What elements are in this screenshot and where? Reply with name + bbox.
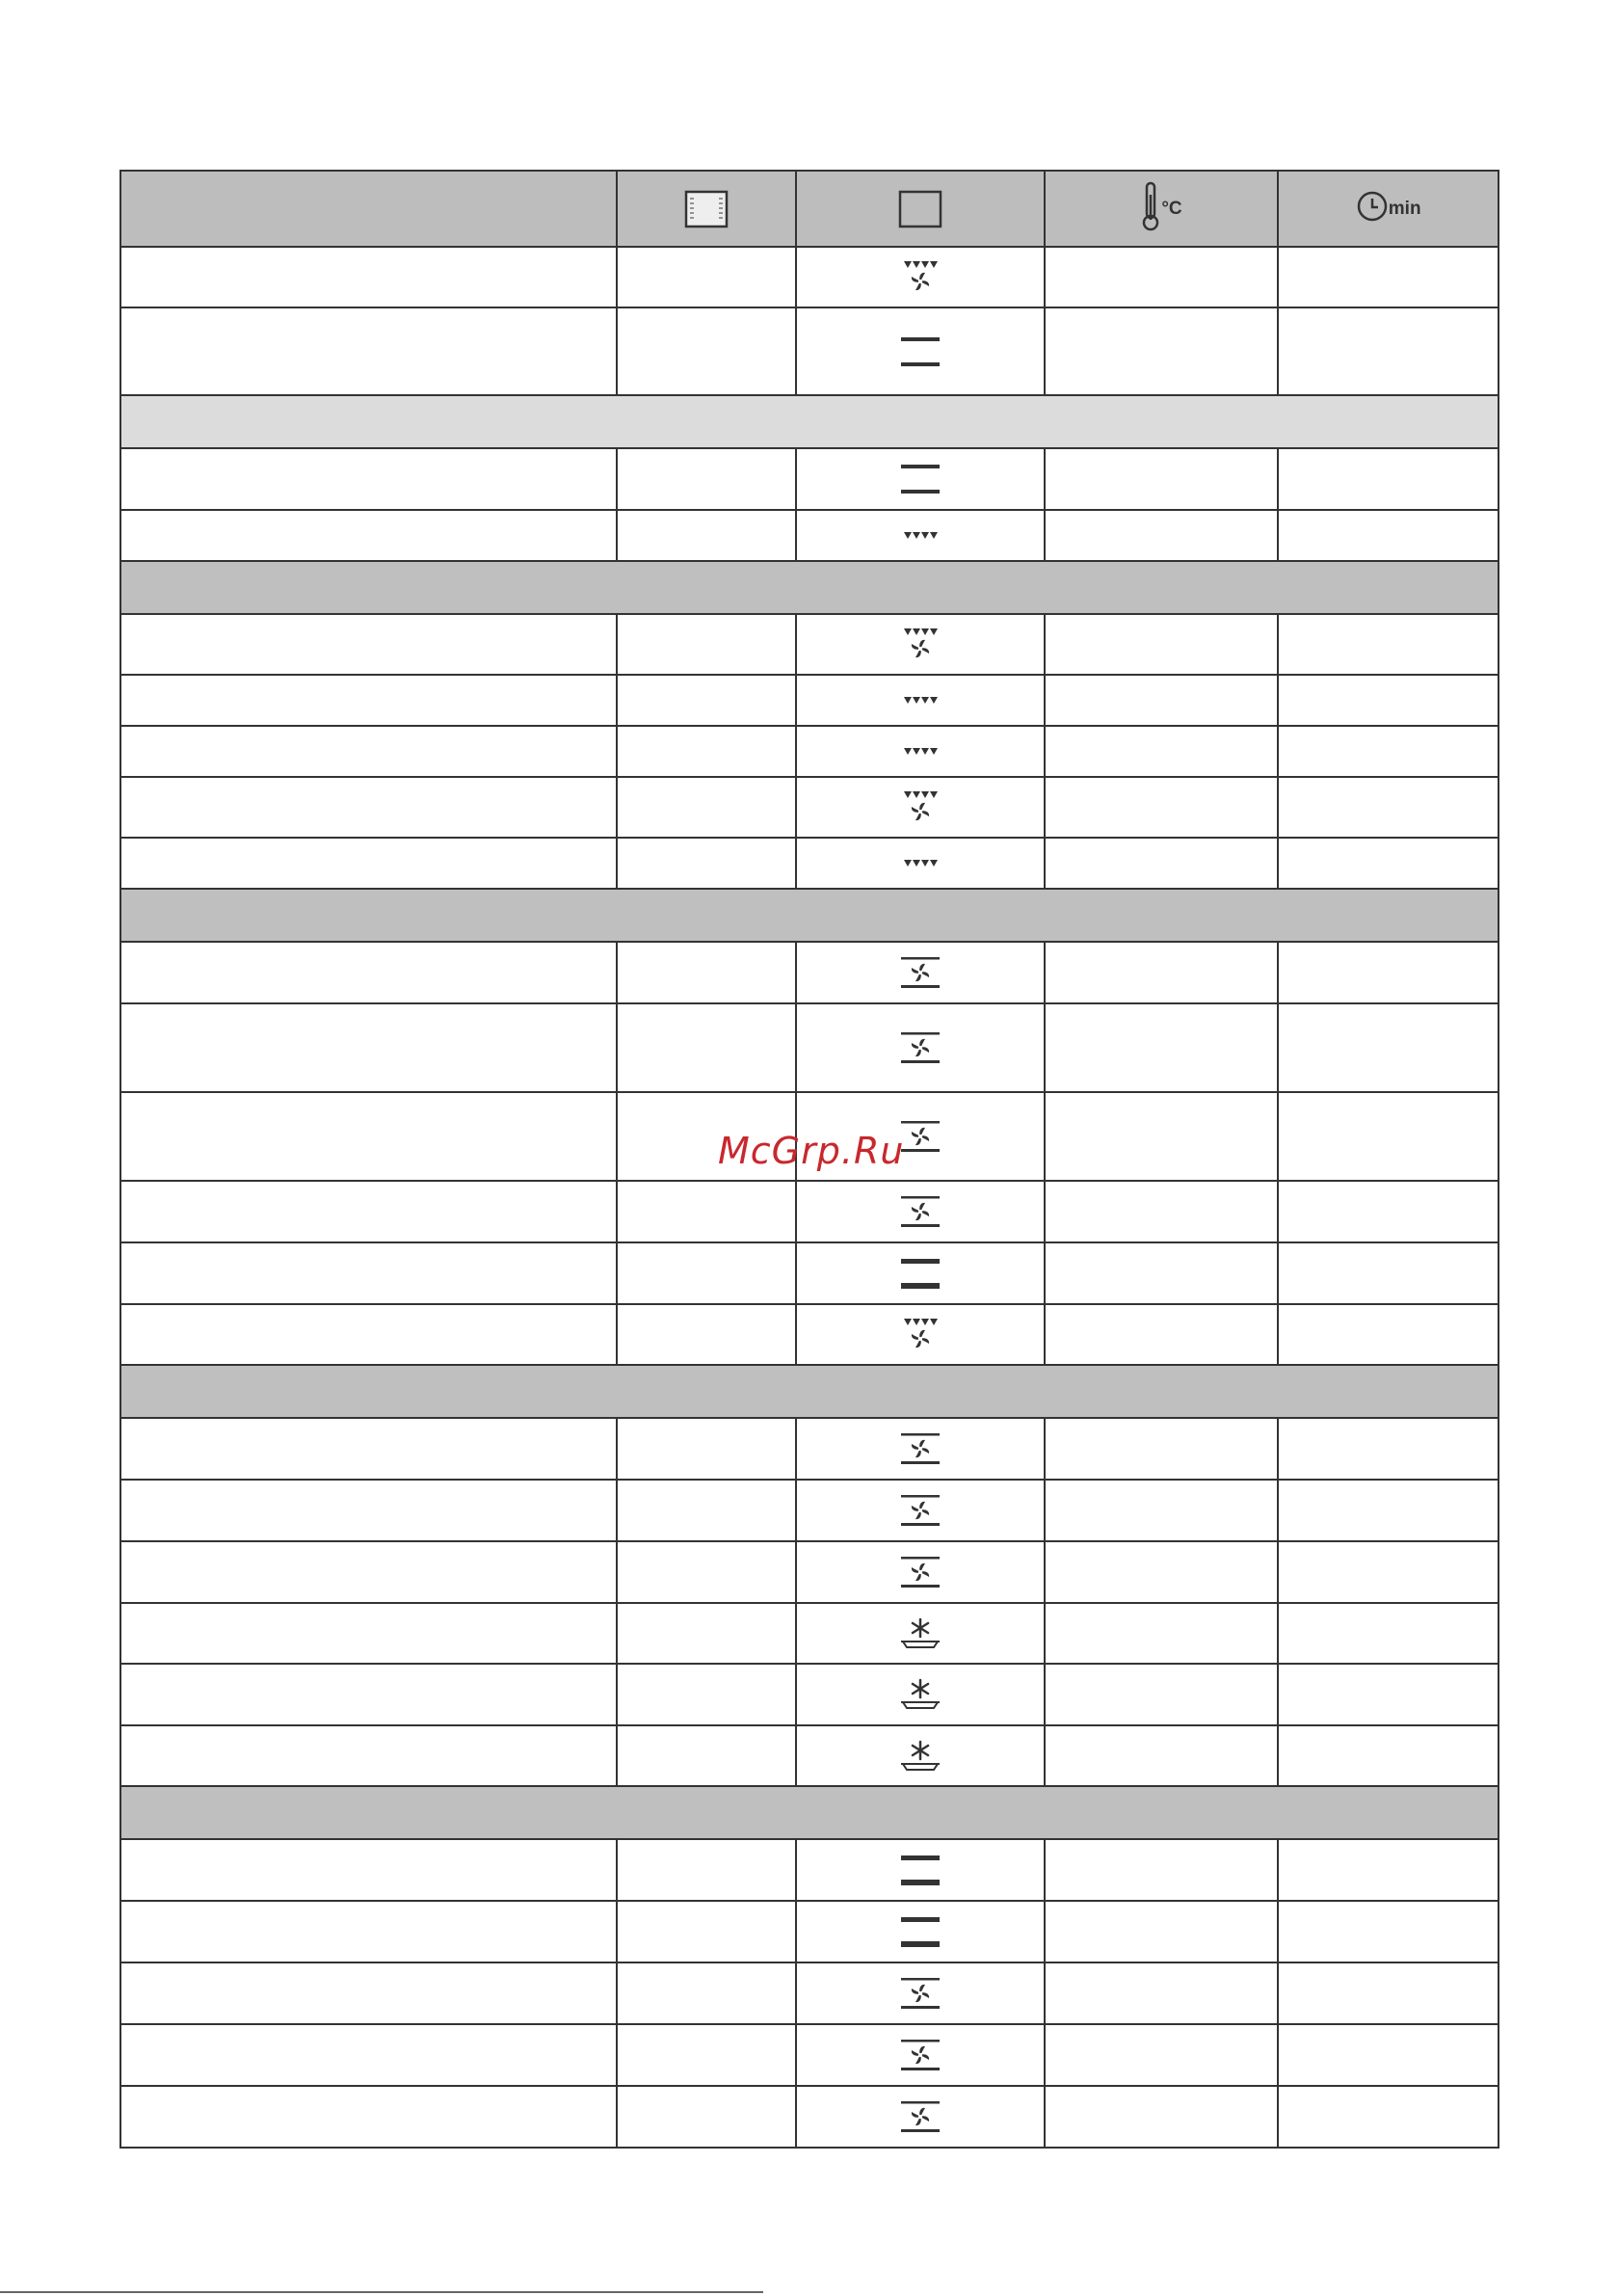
time-cell: [1279, 676, 1499, 725]
fan-with-bottom-heat-icon: [897, 258, 943, 297]
table-row: [121, 2087, 1499, 2149]
dish-cell: [121, 1481, 618, 1540]
time-cell: [1279, 778, 1499, 837]
shelf-level-cell: [618, 1243, 797, 1303]
time-cell: [1279, 308, 1499, 394]
table-row: [121, 615, 1499, 676]
header-temperature-cell: [1046, 172, 1280, 246]
shelf-level-cell: [618, 1726, 797, 1785]
section-header-band: [121, 396, 1499, 447]
table-row: [121, 1305, 1499, 1366]
header-time-cell: [1279, 172, 1499, 246]
table-row: [121, 1481, 1499, 1542]
dish-cell: [121, 1243, 618, 1303]
function-cell: [797, 2087, 1046, 2147]
dish-cell: [121, 1542, 618, 1602]
dish-cell: [121, 1604, 618, 1663]
function-cell: [797, 511, 1046, 560]
dish-cell: [121, 615, 618, 674]
table-row: [121, 1182, 1499, 1243]
temperature-cell: [1046, 1481, 1280, 1540]
temperature-cell: [1046, 248, 1280, 307]
dish-cell: [121, 511, 618, 560]
dish-cell: [121, 1963, 618, 2023]
fan-forced-icon: [897, 2097, 943, 2136]
temperature-cell: [1046, 1542, 1280, 1602]
dish-cell: [121, 1004, 618, 1091]
shelf-level-cell: [618, 1902, 797, 1962]
dish-cell: [121, 1665, 618, 1724]
table-row: [121, 1604, 1499, 1665]
time-cell: [1279, 1305, 1499, 1364]
section-header-band: [121, 890, 1499, 941]
time-cell: [1279, 1419, 1499, 1479]
bottom-heat-icon: [897, 694, 943, 707]
time-cell: [1279, 1004, 1499, 1091]
table-row: [121, 727, 1499, 778]
dish-cell: [121, 1419, 618, 1479]
fan-forced-icon: [897, 1974, 943, 2013]
function-cell: [797, 1305, 1046, 1364]
fan-forced-icon: [897, 1553, 943, 1591]
temperature-cell: [1046, 1243, 1280, 1303]
section-header-band: [121, 562, 1499, 613]
temperature-cell: [1046, 449, 1280, 509]
function-cell: [797, 1004, 1046, 1091]
temperature-cell: [1046, 1726, 1280, 1785]
time-cell: [1279, 2087, 1499, 2147]
shelf-level-icon: [683, 190, 729, 228]
time-cell: [1279, 2025, 1499, 2085]
time-cell: [1279, 248, 1499, 307]
dish-cell: [121, 1182, 618, 1241]
header-dish-cell: [121, 172, 618, 246]
dish-cell: [121, 676, 618, 725]
function-cell: [797, 1542, 1046, 1602]
dish-cell: [121, 2025, 618, 2085]
function-cell: [797, 1419, 1046, 1479]
time-cell: [1279, 839, 1499, 888]
section-header-band: [121, 1366, 1499, 1417]
section-header-band: [121, 1787, 1499, 1838]
header-function-cell: [797, 172, 1046, 246]
top-bottom-heat-icon: [897, 333, 943, 371]
table-row: [121, 1840, 1499, 1902]
temperature-cell: [1046, 1604, 1280, 1663]
shelf-level-cell: [618, 1305, 797, 1364]
dish-cell: [121, 1902, 618, 1962]
temperature-cell: [1046, 1004, 1280, 1091]
fan-forced-icon: [897, 1429, 943, 1468]
shelf-level-cell: [618, 615, 797, 674]
time-cell: [1279, 1840, 1499, 1900]
time-cell: [1279, 1902, 1499, 1962]
time-cell: [1279, 1665, 1499, 1724]
dish-cell: [121, 943, 618, 1002]
table-row: [121, 511, 1499, 562]
temperature-cell: [1046, 2087, 1280, 2147]
defrost-icon: [897, 1736, 943, 1776]
table-row: [121, 2025, 1499, 2087]
function-cell: [797, 449, 1046, 509]
top-bottom-heat-icon: [897, 1254, 943, 1293]
time-cell: [1279, 1243, 1499, 1303]
temperature-cell: [1046, 778, 1280, 837]
top-bottom-heat-icon: [897, 1912, 943, 1951]
temperature-cell: [1046, 1963, 1280, 2023]
section-header-row: [121, 1366, 1499, 1419]
top-bottom-heat-icon: [897, 1851, 943, 1889]
table-row: [121, 1902, 1499, 1963]
temperature-cell: [1046, 727, 1280, 776]
function-cell: [797, 943, 1046, 1002]
function-cell: [797, 839, 1046, 888]
function-cell: [797, 727, 1046, 776]
fan-forced-icon: [897, 2036, 943, 2074]
temperature-cell: [1046, 511, 1280, 560]
defrost-icon: [897, 1614, 943, 1654]
function-cell: [797, 1481, 1046, 1540]
table-header: [121, 172, 1499, 248]
shelf-level-cell: [618, 839, 797, 888]
table-row: [121, 308, 1499, 396]
dish-cell: [121, 839, 618, 888]
shelf-level-cell: [618, 676, 797, 725]
shelf-level-cell: [618, 2025, 797, 2085]
table-row: [121, 1665, 1499, 1726]
temperature-cell: [1046, 308, 1280, 394]
shelf-level-cell: [618, 943, 797, 1002]
function-cell: [797, 1604, 1046, 1663]
function-cell: [797, 1726, 1046, 1785]
function-cell: [797, 308, 1046, 394]
time-cell: [1279, 1604, 1499, 1663]
time-cell: [1279, 943, 1499, 1002]
fan-forced-icon: [897, 1491, 943, 1530]
shelf-level-cell: [618, 1963, 797, 2023]
function-cell: [797, 1182, 1046, 1241]
function-cell: [797, 1902, 1046, 1962]
table-row: [121, 1419, 1499, 1481]
shelf-level-cell: [618, 449, 797, 509]
time-cell: [1279, 615, 1499, 674]
table-row: [121, 1243, 1499, 1305]
table-body: [121, 248, 1499, 2149]
time-cell: [1279, 449, 1499, 509]
temperature-cell: [1046, 615, 1280, 674]
dish-cell: [121, 1726, 618, 1785]
dish-cell: [121, 727, 618, 776]
temperature-cell: [1046, 1093, 1280, 1180]
shelf-level-cell: [618, 1604, 797, 1663]
function-cell: [797, 1963, 1046, 2023]
temperature-cell: [1046, 1182, 1280, 1241]
shelf-level-cell: [618, 2087, 797, 2147]
time-cell: [1279, 1542, 1499, 1602]
shelf-level-cell: [618, 1182, 797, 1241]
table-row: [121, 1542, 1499, 1604]
dish-cell: [121, 1305, 618, 1364]
function-cell: [797, 248, 1046, 307]
table-row: [121, 248, 1499, 308]
shelf-level-cell: [618, 308, 797, 394]
time-cell: [1279, 1481, 1499, 1540]
time-cell: [1279, 1963, 1499, 2023]
shelf-level-cell: [618, 248, 797, 307]
time-cell: [1279, 511, 1499, 560]
section-header-row: [121, 890, 1499, 943]
shelf-level-cell: [618, 1004, 797, 1091]
dish-cell: [121, 248, 618, 307]
thermometer-icon: [1140, 181, 1161, 236]
top-bottom-heat-icon: [897, 460, 943, 498]
function-cell: [797, 615, 1046, 674]
defrost-icon: [897, 1674, 943, 1715]
fan-forced-icon: [897, 1028, 943, 1067]
clock-icon: [1356, 190, 1389, 227]
fan-with-bottom-heat-icon: [897, 1316, 943, 1354]
time-cell: [1279, 727, 1499, 776]
section-header-row: [121, 1787, 1499, 1840]
footer-rule: [0, 2291, 763, 2293]
temperature-cell: [1046, 1419, 1280, 1479]
temperature-cell: [1046, 2025, 1280, 2085]
temperature-cell: [1046, 1665, 1280, 1724]
shelf-level-cell: [618, 778, 797, 837]
watermark: McGrp.Ru: [718, 1130, 905, 1172]
function-cell: [797, 1665, 1046, 1724]
fan-forced-icon: [897, 1192, 943, 1231]
dish-cell: [121, 1093, 618, 1180]
shelf-level-cell: [618, 727, 797, 776]
bottom-heat-icon: [897, 745, 943, 759]
table-row: [121, 1726, 1499, 1787]
temperature-cell: [1046, 1305, 1280, 1364]
fan-forced-icon: [897, 953, 943, 992]
function-cell: [797, 778, 1046, 837]
header-shelf-cell: [618, 172, 797, 246]
time-cell: [1279, 1182, 1499, 1241]
bottom-heat-icon: [897, 529, 943, 543]
shelf-level-cell: [618, 1542, 797, 1602]
shelf-level-cell: [618, 1665, 797, 1724]
dish-cell: [121, 2087, 618, 2147]
function-cell: [797, 1243, 1046, 1303]
dish-cell: [121, 308, 618, 394]
shelf-level-cell: [618, 1419, 797, 1479]
time-cell: [1279, 1093, 1499, 1180]
temperature-cell: [1046, 839, 1280, 888]
temperature-cell: [1046, 676, 1280, 725]
time-cell: [1279, 1726, 1499, 1785]
dish-cell: [121, 1840, 618, 1900]
dish-cell: [121, 778, 618, 837]
oven-cavity-icon: [897, 190, 943, 228]
dish-cell: [121, 449, 618, 509]
time-unit: min: [1388, 198, 1421, 219]
table-row: [121, 676, 1499, 727]
temperature-cell: [1046, 1902, 1280, 1962]
shelf-level-cell: [618, 1840, 797, 1900]
fan-with-bottom-heat-icon: [897, 788, 943, 827]
bottom-heat-icon: [897, 857, 943, 870]
table-row: [121, 778, 1499, 839]
table-row: [121, 943, 1499, 1004]
fan-with-bottom-heat-icon: [897, 626, 943, 664]
shelf-level-cell: [618, 1481, 797, 1540]
table-row: [121, 449, 1499, 511]
temperature-cell: [1046, 1840, 1280, 1900]
temperature-unit: °C: [1161, 198, 1182, 219]
table-row: [121, 1004, 1499, 1093]
temperature-cell: [1046, 943, 1280, 1002]
section-header-row: [121, 562, 1499, 615]
function-cell: [797, 1840, 1046, 1900]
table-row: [121, 1963, 1499, 2025]
table-row: [121, 839, 1499, 890]
function-cell: [797, 2025, 1046, 2085]
function-cell: [797, 676, 1046, 725]
shelf-level-cell: [618, 511, 797, 560]
section-header-row: [121, 396, 1499, 449]
